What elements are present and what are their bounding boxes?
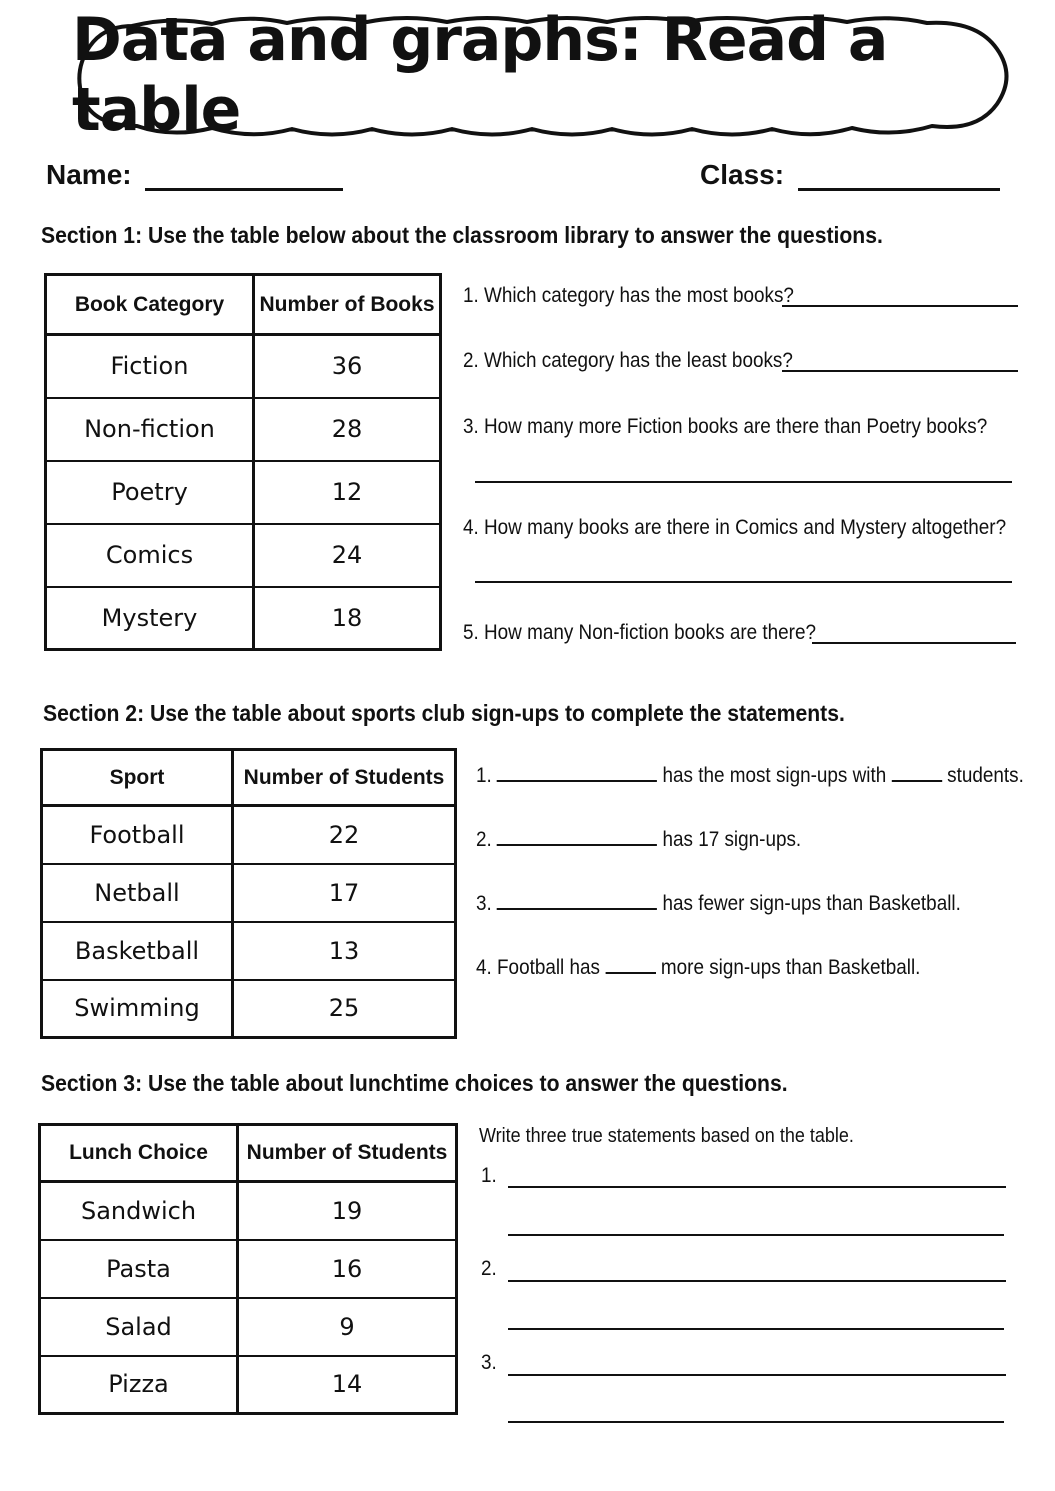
statement-text: has the most sign-ups with: [662, 764, 887, 787]
title-banner: [72, 5, 1016, 145]
table-cell: 36: [254, 335, 441, 398]
table-cell: Basketball: [42, 922, 233, 980]
name-label: Name:: [46, 159, 132, 190]
statement-text: more sign-ups than Basketball.: [660, 956, 921, 979]
table-cell: Netball: [42, 864, 233, 922]
statement-number: 3.: [476, 892, 492, 915]
name-field[interactable]: [46, 158, 343, 191]
answer-line-2[interactable]: [782, 370, 1018, 372]
statement-number: 2.: [476, 828, 492, 851]
section1-heading: Section 1: Use the table below about the classroom library to answer the questions.: [41, 222, 883, 248]
table-cell: Fiction: [46, 335, 254, 398]
answer-line-3[interactable]: [475, 481, 1012, 483]
table-cell: Pasta: [40, 1240, 238, 1298]
question-2: 2. Which category has the least books?: [463, 349, 793, 372]
table-cell: Sandwich: [40, 1182, 238, 1240]
table-header: Number of Books: [254, 275, 441, 335]
table-header: Number of Students: [233, 750, 456, 806]
writing-line[interactable]: [508, 1328, 1004, 1330]
table-cell: 24: [254, 524, 441, 587]
table-cell: 25: [233, 980, 456, 1038]
question-4: 4. How many books are there in Comics and Mystery altogether?: [463, 516, 1007, 539]
statement-number: 1.: [476, 764, 492, 787]
answer-line-5[interactable]: [812, 642, 1016, 644]
table-cell: 12: [254, 461, 441, 524]
table-cell: 9: [238, 1298, 457, 1356]
blank-line[interactable]: [497, 780, 657, 782]
statement-text: 4. Football has: [476, 956, 600, 979]
class-field[interactable]: [700, 158, 1000, 191]
writing-line[interactable]: [508, 1421, 1004, 1423]
statement-2: [476, 828, 801, 852]
answer-line-4[interactable]: [475, 581, 1012, 583]
name-line[interactable]: [145, 158, 343, 191]
table-header: Book Category: [46, 275, 254, 335]
blank-line[interactable]: [605, 972, 655, 974]
statement-text: has fewer sign-ups than Basketball.: [662, 892, 961, 915]
statements-prompt: Write three true statements based on the table.: [479, 1125, 854, 1147]
section2-heading: Section 2: Use the table about sports club sign-ups to complete the statements.: [43, 700, 845, 726]
table-cell: Salad: [40, 1298, 238, 1356]
class-label: Class:: [700, 159, 785, 190]
writing-line[interactable]: [508, 1234, 1004, 1236]
table-cell: Comics: [46, 524, 254, 587]
table-header: Sport: [42, 750, 233, 806]
table-cell: 19: [238, 1182, 457, 1240]
table-cell: Football: [42, 806, 233, 864]
sports-table: [40, 748, 457, 1039]
library-table: [44, 273, 442, 651]
table-cell: Mystery: [46, 587, 254, 650]
table-header: Number of Students: [238, 1125, 457, 1182]
section3-heading: Section 3: Use the table about lunchtime choices to answer the questions.: [41, 1070, 788, 1096]
statement-1: [476, 764, 1024, 788]
table-cell: 13: [233, 922, 456, 980]
answer-line-1[interactable]: [782, 305, 1018, 307]
writing-line[interactable]: [508, 1186, 1006, 1188]
table-cell: Pizza: [40, 1356, 238, 1414]
blank-line[interactable]: [497, 908, 657, 910]
table-cell: 16: [238, 1240, 457, 1298]
question-1: 1. Which category has the most books?: [463, 284, 794, 307]
table-cell: 28: [254, 398, 441, 461]
blank-line[interactable]: [497, 844, 657, 846]
table-cell: 14: [238, 1356, 457, 1414]
statement-text: has 17 sign-ups.: [662, 828, 802, 851]
statement-4: [476, 956, 920, 980]
writing-line[interactable]: [508, 1374, 1006, 1376]
statement-3: [476, 892, 961, 916]
table-cell: 18: [254, 587, 441, 650]
statement-number: 2.: [481, 1257, 497, 1280]
table-cell: 22: [233, 806, 456, 864]
statement-number: 3.: [481, 1351, 497, 1374]
statement-number: 1.: [481, 1164, 497, 1187]
page-title: Data and graphs: Read a table: [72, 5, 888, 145]
table-header: Lunch Choice: [40, 1125, 238, 1182]
class-line[interactable]: [798, 158, 1000, 191]
lunch-table: [38, 1123, 458, 1415]
table-cell: Non-fiction: [46, 398, 254, 461]
writing-line[interactable]: [508, 1280, 1006, 1282]
blank-line[interactable]: [892, 780, 942, 782]
statement-text: students.: [947, 764, 1024, 787]
table-cell: Swimming: [42, 980, 233, 1038]
question-3: 3. How many more Fiction books are there than Poetry books?: [463, 415, 988, 438]
table-cell: 17: [233, 864, 456, 922]
question-5: 5. How many Non-fiction books are there?: [463, 621, 816, 644]
table-cell: Poetry: [46, 461, 254, 524]
